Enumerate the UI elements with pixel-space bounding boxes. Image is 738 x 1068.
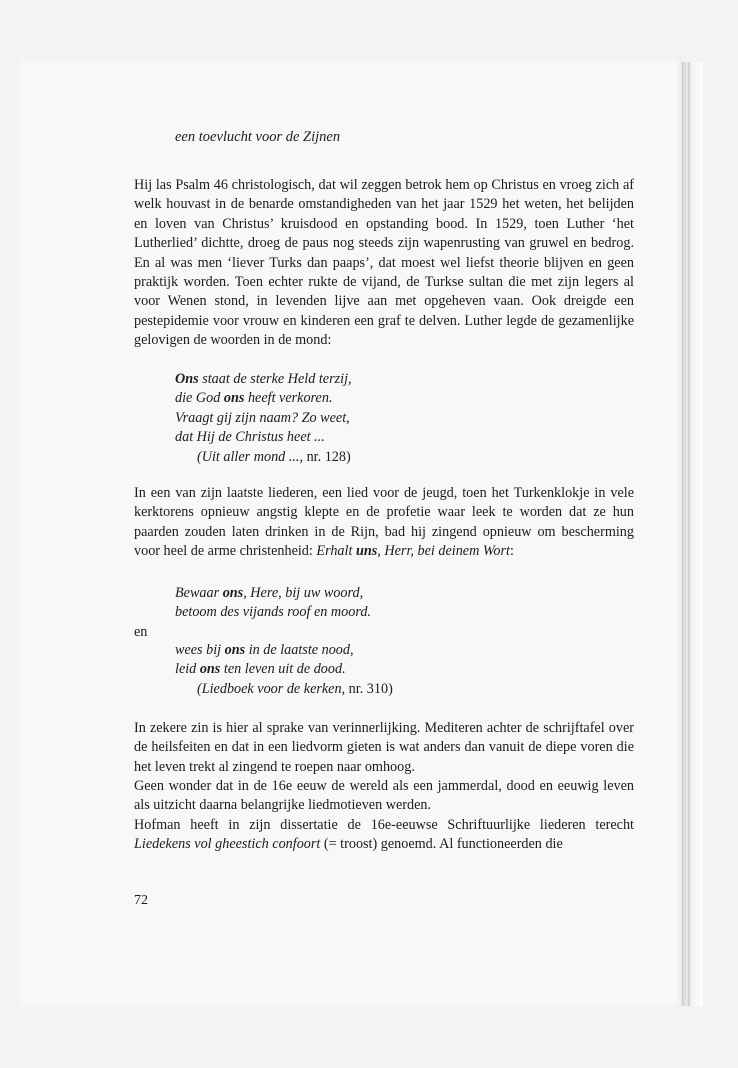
poem-quote-3 xyxy=(175,641,393,699)
poem-line: Ons staat de sterke Held terzij, xyxy=(175,371,352,387)
poem-line: Bewaar ons, Here, bij uw woord, xyxy=(175,585,364,601)
poem-line: die God ons heeft verkoren. xyxy=(175,390,333,407)
paragraph-2: In een van zijn laatste liederen, een lied voor de jeugd, toen het Turkenklokje in vele kerktorens opnieuw angstig klepte en de profetie waar leek te worden dat ze hun paarden zouden laten drinken in de Rijn, bad hij zingend opnieuw om bescherming voor heel de arme christenheid: Erhalt uns, Herr, bei deinem Wort: xyxy=(134,485,634,560)
paragraph-4: Geen wonder dat in de 16e eeuw de wereld als een jammerdal, dood en eeuwig leven als uitzicht daarna belangrijke liedmotieven werden. xyxy=(134,778,634,814)
page-number: 72 xyxy=(134,893,148,908)
poem-line: dat Hij de Christus heet ... xyxy=(175,429,325,446)
poem-line: wees bij ons in de laatste nood, xyxy=(175,642,354,658)
running-header: een toevlucht voor de Zijnen xyxy=(175,129,341,145)
paragraph-1: Hij las Psalm 46 christologisch, dat wil zeggen betrok hem op Christus en vroeg zich af welk houvast in de benarde omstandigheden van het jaar 1529 het weten, het belijden en loven van Christus’ kruisdood en opstanding bood. In 1529, toen Luther ‘het Lutherlied’ dichtte, droeg de paus nog steeds zijn wapenrusting van gruwel en bedrog. En al was men ‘liever Turks dan paaps’, dat moest wel liefst theorie blijven en geen praktijk worden. Toen echter rukte de vijand, de Turkse sultan die met zijn legers al voor Wenen stond, in levenden lijve aan met opgeheven vaan. Ook dreigde een pestepidemie voor vrouw en kinderen een graf te delven. Luther legde de gezamenlijke gelovigen de woorden in de mond: xyxy=(134,177,634,349)
poem-line: leid ons ten leven uit de dood. xyxy=(175,661,346,678)
poem-quote-2 xyxy=(175,584,371,623)
paragraph-3: In zekere zin is hier al sprake van verinnerlijking. Mediteren achter de schrijftafel over de heilsfeiten en dat in een liedvorm gieten is wat anders dan vanuit de diepe voren die het leven trekt al zingend te roepen naar omhoog. xyxy=(134,720,634,775)
poem-line: Vraagt gij zijn naam? Zo weet, xyxy=(175,409,350,426)
connector-text: en xyxy=(134,624,148,640)
poem-line: betoom des vijands roof en moord. xyxy=(175,604,371,621)
poem-quote-1 xyxy=(175,370,352,467)
page-edge-shadow xyxy=(682,62,703,1006)
poem-source: (Liedboek voor de kerken, nr. 310) xyxy=(197,680,393,697)
paragraph-5: Hofman heeft in zijn dissertatie de 16e-eeuwse Schriftuurlijke liederen terecht Liedekens vol gheestich confoort (= troost) genoemd. Al functioneerden die xyxy=(134,817,634,853)
poem-source: (Uit aller mond ..., nr. 128) xyxy=(197,448,351,465)
page-edge-rule xyxy=(688,62,690,1006)
